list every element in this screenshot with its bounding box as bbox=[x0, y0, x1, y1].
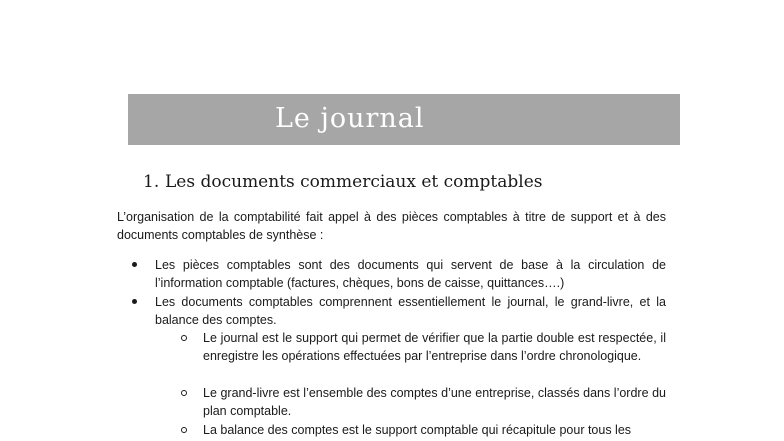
bullet-circle-icon bbox=[181, 427, 187, 433]
list-item: Les pièces comptables sont des documents qui servent de base à la circulation de l’information comptable (factures, chèques, bons de caisse, quittances….) bbox=[155, 258, 666, 290]
page-title: Le journal bbox=[275, 103, 425, 134]
list-item: Les documents comptables comprennent essentiellement le journal, le grand-livre, et la balance des comptes. bbox=[155, 295, 666, 327]
bullet-disc-icon bbox=[132, 299, 137, 304]
intro-paragraph: L’organisation de la comptabilité fait appel à des pièces comptables à titre de support et à des documents comptables de synthèse : bbox=[117, 210, 666, 242]
section-heading bbox=[143, 172, 543, 192]
sub-list-item: La balance des comptes est le support comptable qui récapitule pour tous les bbox=[203, 423, 632, 437]
bullet-circle-icon bbox=[181, 390, 187, 396]
section-number: 1. bbox=[143, 172, 160, 192]
bullet-circle-icon bbox=[181, 335, 187, 341]
sub-list-item: Le grand-livre est l’ensemble des comptes d’une entreprise, classés dans l’ordre du plan comptable. bbox=[203, 386, 666, 418]
sub-list-item: Le journal est le support qui permet de vérifier que la partie double est respectée, il enregistre les opérations effectuées par l’entreprise dans l’ordre chronologique. bbox=[203, 331, 666, 363]
section-title: Les documents commerciaux et comptables bbox=[165, 172, 543, 192]
bullet-disc-icon bbox=[132, 262, 137, 267]
